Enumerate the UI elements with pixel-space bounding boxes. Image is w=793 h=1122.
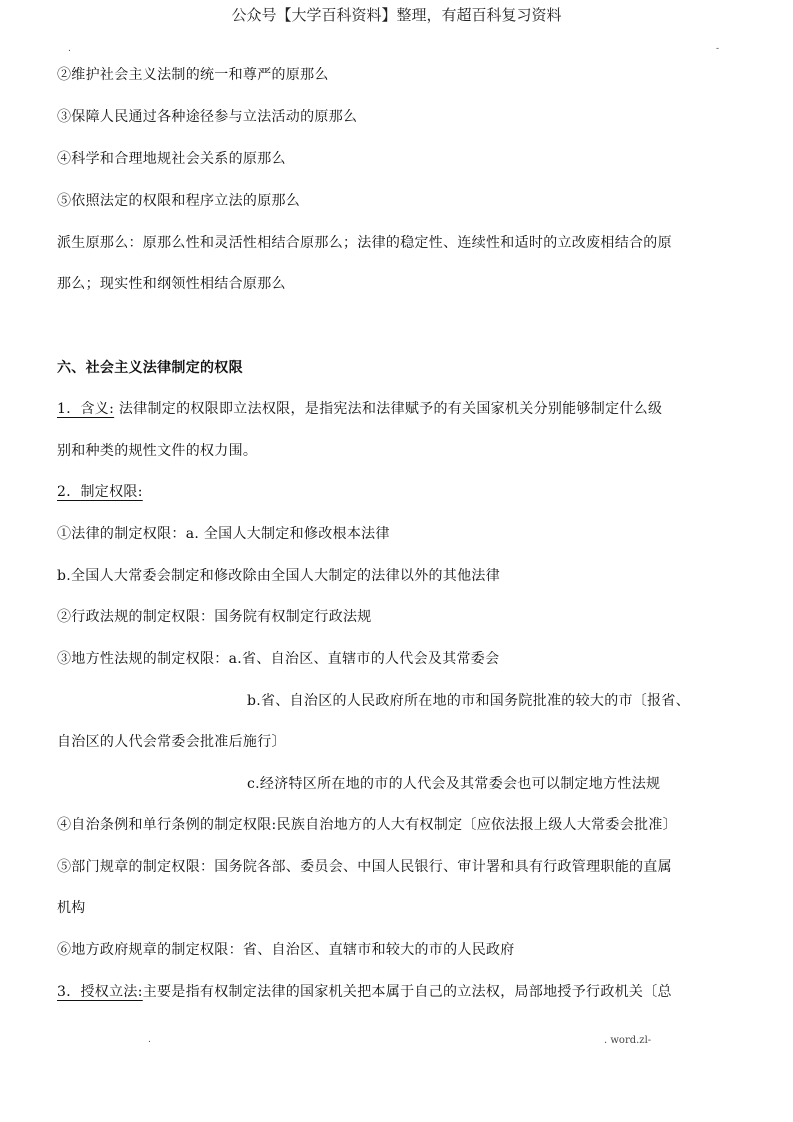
section-title: 六、社会主义法律制定的权限: [57, 360, 243, 376]
definition-line: [57, 398, 662, 418]
delegated-legislation-label: 3．授权立法:: [57, 984, 143, 1000]
list-item-indented: b.省、自治区的人民政府所在地的市和国务院批准的较大的市〔报省、: [247, 693, 691, 709]
list-item: ①法律的制定权限：a. 全国人大制定和修改根本法律: [57, 526, 390, 542]
page-header: 公众号【大学百科资料】整理，有超百科复习资料: [231, 6, 562, 24]
footer-mark-right: . word.zl-: [604, 1035, 652, 1046]
paragraph-line: 那么；现实性和纲领性相结合原那么: [57, 276, 286, 292]
list-item-indented: c.经济特区所在地的市的人代会及其常委会也可以制定地方性法规: [247, 776, 661, 792]
list-item: 机构: [57, 900, 86, 916]
delegated-legislation-line: [57, 981, 672, 1001]
paragraph-line: 派生原那么：原那么性和灵活性相结合原那么；法律的稳定性、连续性和适时的立改废相结合的原: [57, 235, 672, 251]
authority-label: 2．制定权限:: [57, 484, 143, 500]
paragraph-line: ④科学和合理地规社会关系的原那么: [57, 151, 286, 167]
list-item: ③地方性法规的制定权限：a.省、自治区、直辖市的人代会及其常委会: [57, 651, 500, 667]
list-item: b.全国人大常委会制定和修改除由全国人大制定的法律以外的其他法律: [57, 568, 501, 584]
paragraph-line: ②维护社会主义法制的统一和尊严的原那么: [57, 67, 329, 83]
footer-mark-left: .: [148, 1035, 151, 1045]
definition-continued: 别和种类的规性文件的权力围。: [57, 443, 258, 459]
list-item: ⑥地方政府规章的制定权限：省、自治区、直辖市和较大的市的人民政府: [57, 942, 515, 958]
definition-text: 法律制定的权限即立法权限，是指宪法和法律赋予的有关国家机关分别能够制定什么级: [114, 401, 663, 417]
list-item-continued: 自治区的人代会常委会批准后施行〕: [57, 734, 286, 750]
paragraph-line: ⑤依照法定的权限和程序立法的原那么: [57, 193, 301, 209]
list-item: ④自治条例和单行条例的制定权限:民族自治地方的人大有权制定〔应依法报上级人大常委会批准〕: [57, 817, 677, 833]
definition-label: 1．含义:: [57, 401, 115, 417]
paragraph-line: ③保障人民通过各种途径参与立法活动的原那么: [57, 109, 358, 125]
top-mark-left: .: [68, 44, 71, 54]
top-mark-right: -: [716, 44, 720, 54]
delegated-legislation-text: 主要是指有权制定法律的国家机关把本属于自己的立法权，局部地授予行政机关〔总: [142, 984, 672, 1000]
list-item: ②行政法规的制定权限：国务院有权制定行政法规: [57, 609, 372, 625]
list-item: ⑤部门规章的制定权限：国务院各部、委员会、中国人民银行、审计署和具有行政管理职能的直属: [57, 859, 672, 875]
